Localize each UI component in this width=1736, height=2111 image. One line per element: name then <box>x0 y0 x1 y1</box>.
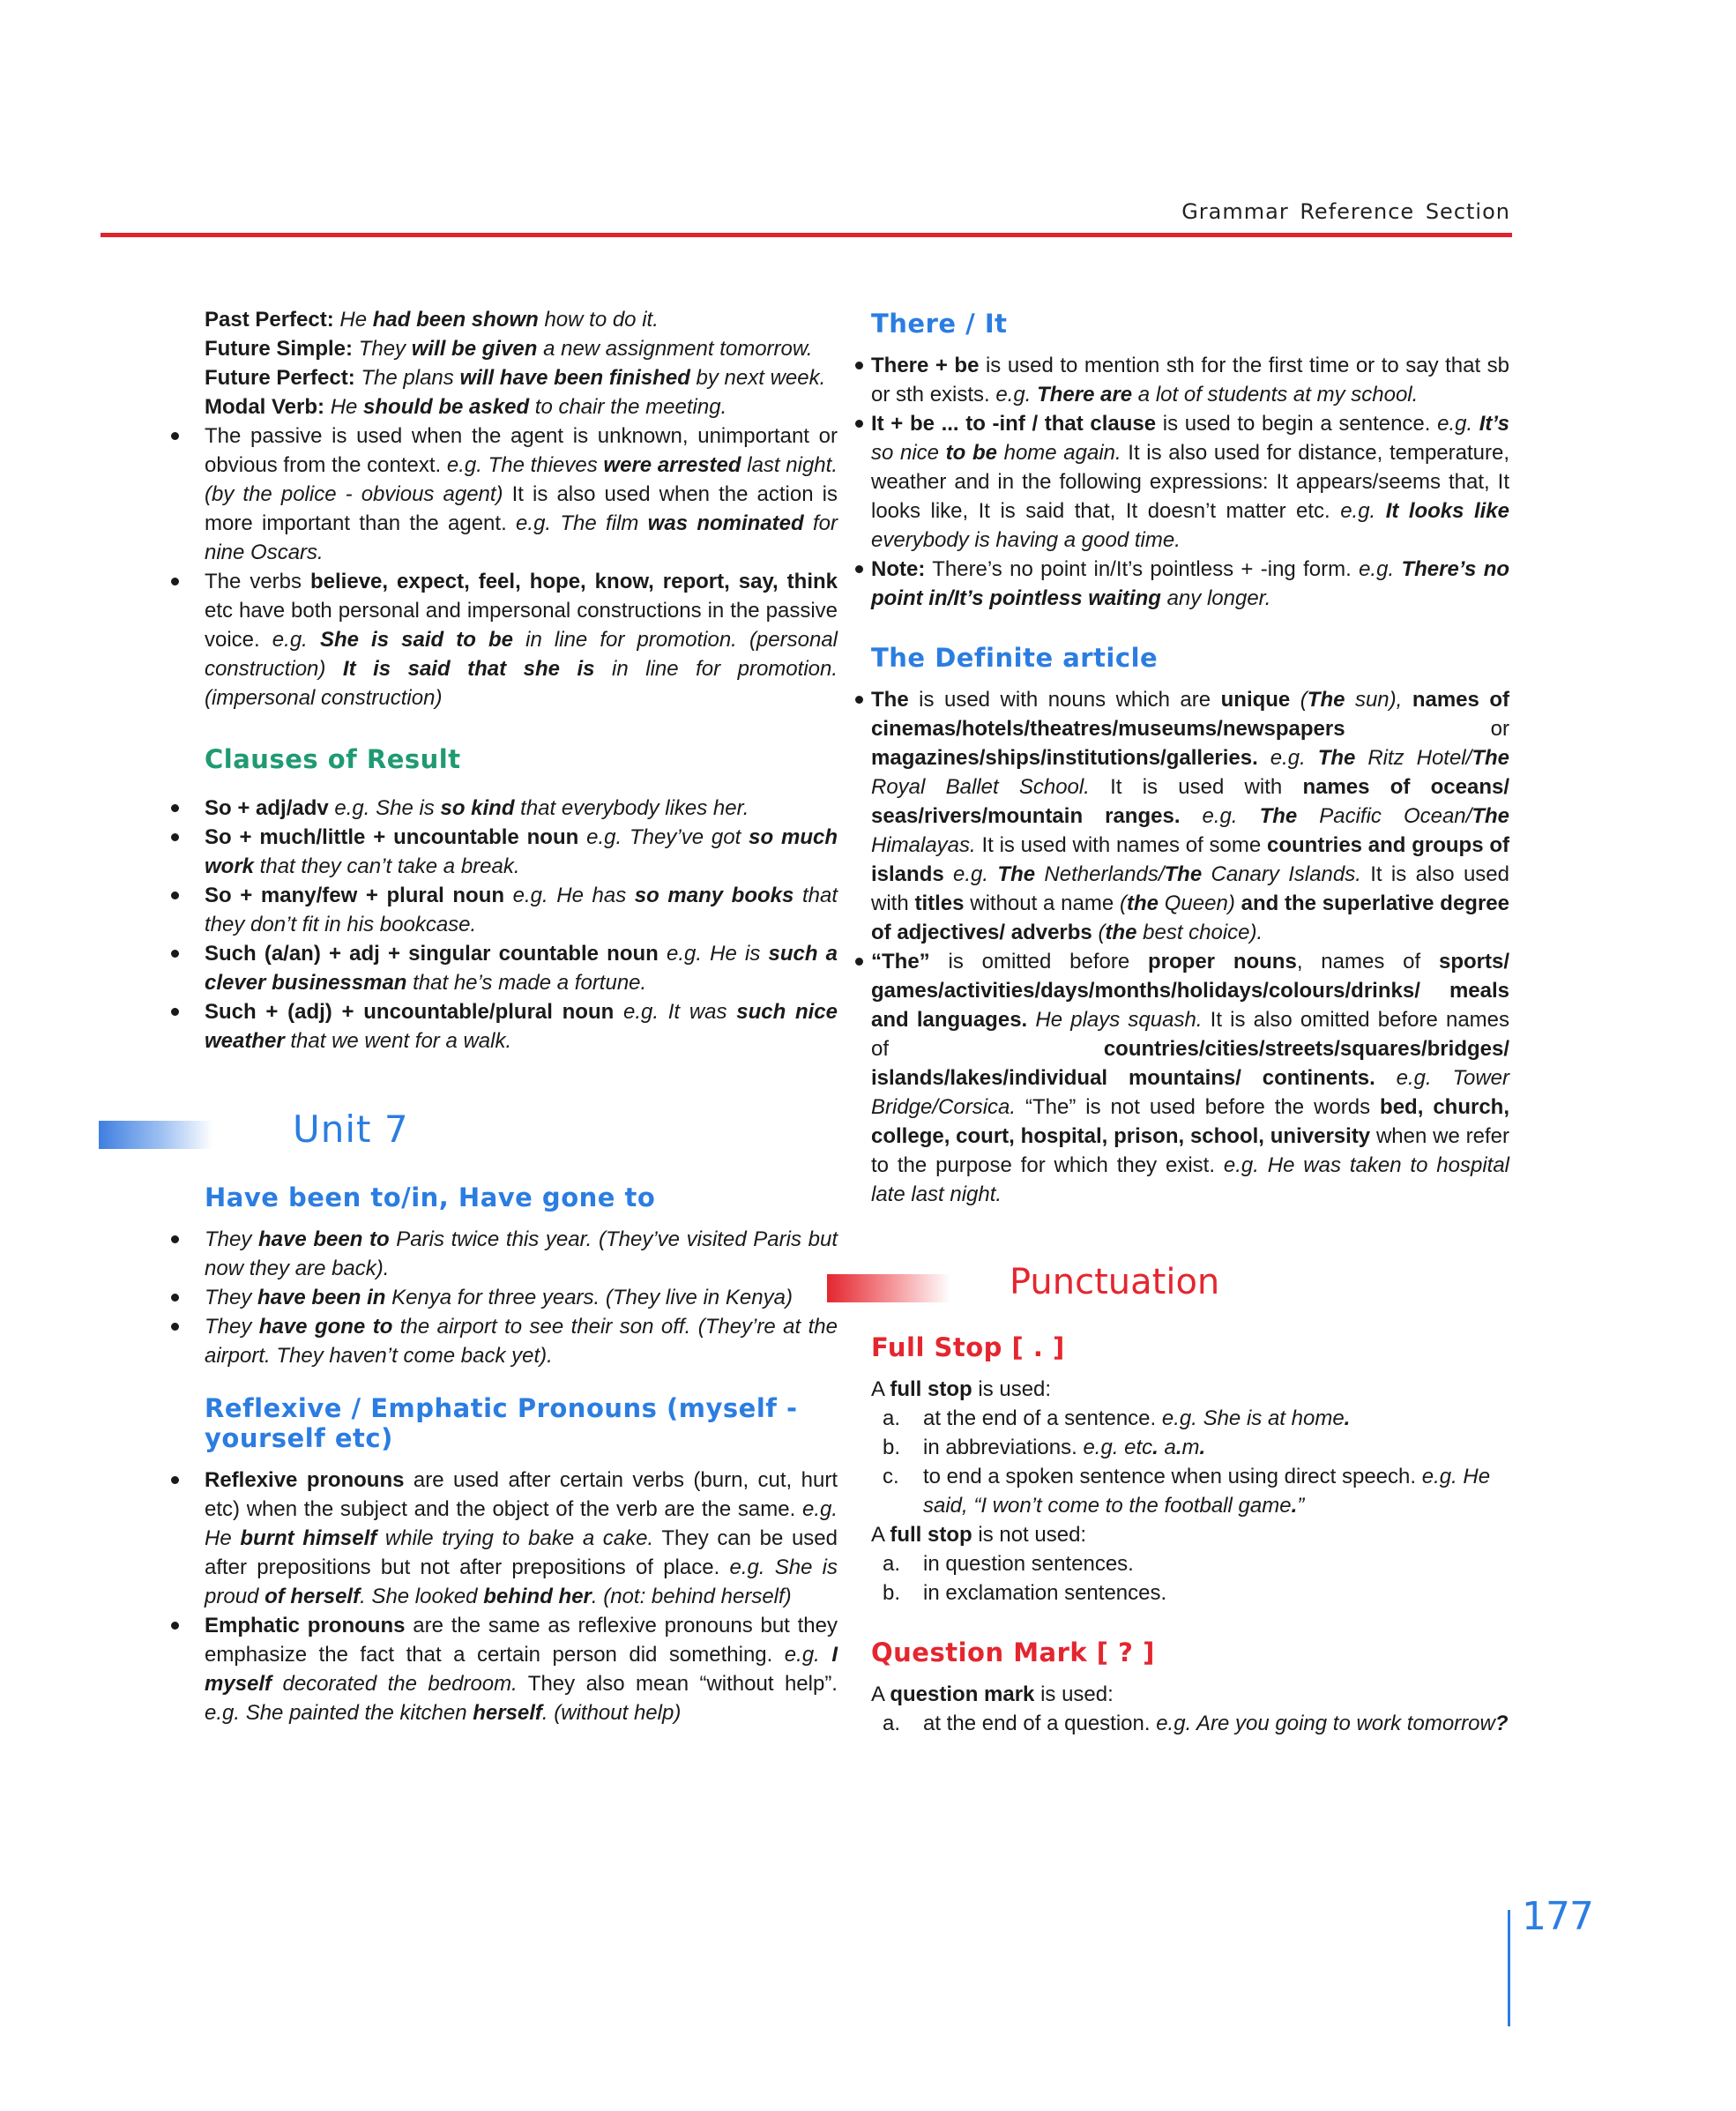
list-label: b. <box>883 1581 901 1605</box>
running-head: Grammar Reference Section <box>1181 199 1510 224</box>
bullet-item: So + adj/adv e.g. She is so kind that everybody likes her. <box>152 794 838 823</box>
bullet-item: They have been to Paris twice this year. (They’ve visited Paris but now they are back). <box>152 1225 838 1283</box>
list-text: in question sentences. <box>923 1552 1134 1576</box>
bullet-item: Emphatic pronouns are the same as reflexive pronouns but they emphasize the fact that a certain person did something. e.g. I myself decorated the bedroom. They also mean “without help”. e.g. She painted the kitchen herself. (without help) <box>152 1611 838 1727</box>
section-heading-reflexive: Reflexive / Emphatic Pronouns (myself - yourself etc) <box>205 1393 798 1453</box>
question-mark-list <box>871 1709 1509 1738</box>
page-number-rule <box>1508 1910 1510 2026</box>
left-column <box>205 305 838 1727</box>
tense-line: Past Perfect: He had been shown how to do it. <box>205 308 659 332</box>
list-label: b. <box>883 1436 901 1459</box>
bullet-item: They have gone to the airport to see their son off. (They’re at the airport. They haven’t come back yet). <box>152 1312 838 1370</box>
section-heading-been-gone: Have been to/in, Have gone to <box>205 1182 656 1212</box>
list-label: a. <box>883 1552 901 1576</box>
bullet-item: Reflexive pronouns are used after certain verbs (burn, cut, hurt etc) when the subject and the object of the verb are the same. e.g. He burnt himself while trying to bake a cake. They can be used after prepositions but not after prepositions of place. e.g. She is proud of herself. She looked behind her. (not: behind herself) <box>152 1466 838 1611</box>
full-stop-not-used-intro: A full stop is not used: <box>871 1523 1087 1547</box>
reflexive-bullets <box>152 1466 838 1727</box>
passive-bullets <box>152 421 838 712</box>
page-number: 177 <box>1522 1894 1593 1939</box>
punctuation-header <box>871 1258 1509 1311</box>
bullet-item: So + many/few + plural noun e.g. He has so many books that they don’t fit in his bookcase. <box>152 881 838 939</box>
unit-title: Unit 7 <box>293 1108 409 1151</box>
bullet-item: It + be ... to -inf / that clause is used to begin a sentence. e.g. It’s so nice to be home again. It is also used for distance, temperature, weather and in the following expressions: It appears/seems that, It looks like, It is said that, It doesn’t matter etc. e.g. It looks like everybody is having a good time. <box>836 409 1509 555</box>
list-item <box>871 1433 1509 1462</box>
bullet-item: Note: There’s no point in/It’s pointless + -ing form. e.g. There’s no point in/It’s pointless waiting any longer. <box>836 555 1509 613</box>
list-text: at the end of a question. e.g. Are you going to work tomorrow? <box>923 1712 1509 1735</box>
list-item <box>871 1578 1509 1607</box>
list-item <box>871 1404 1509 1433</box>
there-bullets <box>836 351 1509 613</box>
clauses-bullets <box>152 794 838 1056</box>
list-item <box>871 1462 1509 1520</box>
list-item <box>871 1549 1509 1578</box>
list-label: a. <box>883 1406 901 1430</box>
right-column <box>871 305 1509 1738</box>
bullet-item: Such + (adj) + uncountable/plural noun e.g. It was such nice weather that we went for a walk. <box>152 997 838 1056</box>
full-stop-used-list <box>871 1404 1509 1520</box>
been-bullets <box>152 1225 838 1370</box>
bullet-item: There + be is used to mention sth for the first time or to say that sb or sth exists. e.g. There are a lot of students at my school. <box>836 351 1509 409</box>
tense-line: Future Perfect: The plans will have been finished by next week. <box>205 366 826 390</box>
section-heading-there-it: There / It <box>871 309 1008 339</box>
tense-line: Modal Verb: He should be asked to chair the meeting. <box>205 395 727 419</box>
tense-examples <box>205 305 838 421</box>
section-heading-full-stop: Full Stop [ . ] <box>871 1332 1065 1362</box>
section-heading-clauses: Clauses of Result <box>205 744 461 774</box>
unit-header <box>205 1105 838 1161</box>
unit-accent-bar <box>99 1121 213 1149</box>
tense-line: Future Simple: They will be given a new assignment tomorrow. <box>205 337 813 361</box>
header-rule <box>101 233 1512 237</box>
bullet-item: The passive is used when the agent is unknown, unimportant or obvious from the context. e.g. The thieves were arrested last night. (by the police - obvious agent) It is also used when the action is more important than the agent. e.g. The film was nominated for nine Oscars. <box>152 421 838 567</box>
bullet-item: Such (a/an) + adj + singular countable noun e.g. He is such a clever businessman that he’s made a fortune. <box>152 939 838 997</box>
bullet-item: They have been in Kenya for three years. (They live in Kenya) <box>152 1283 838 1312</box>
section-heading-question-mark: Question Mark [ ? ] <box>871 1637 1155 1667</box>
bullet-item: The is used with nouns which are unique (The sun), names of cinemas/hotels/theatres/museums/newspapers or magazines/ships/institutions/galleries. e.g. The Ritz Hotel/The Royal Ballet School. It is used with names of oceans/ seas/rivers/mountain ranges. e.g. The Pacific Ocean/The Himalayas. It is used with names of some countries and groups of islands e.g. The Netherlands/The Canary Islands. It is also used with titles without a name (the Queen) and the superlative degree of adjectives/ adverbs (the best choice). <box>836 685 1509 947</box>
bullet-item: “The” is omitted before proper nouns, names of sports/ games/activities/days/months/holidays/colours/drinks/ meals and languages. He plays squash. It is also omitted before names of countries/cities/streets/squares/bridges/ islands/lakes/individual mountains/ continents. e.g. Tower Bridge/Corsica. “The” is not used before the words bed, church, college, court, hospital, prison, school, university when we refer to the purpose for which they exist. e.g. He was taken to hospital late last night. <box>836 947 1509 1209</box>
bullet-item: So + much/little + uncountable noun e.g. They’ve got so much work that they can’t take a break. <box>152 823 838 881</box>
article-bullets <box>836 685 1509 1209</box>
list-label: a. <box>883 1712 901 1735</box>
list-text: in abbreviations. e.g. etc. a.m. <box>923 1436 1206 1459</box>
list-label: c. <box>883 1465 899 1488</box>
list-item <box>871 1709 1509 1738</box>
list-text: in exclamation sentences. <box>923 1581 1167 1605</box>
bullet-item: The verbs believe, expect, feel, hope, know, report, say, think etc have both personal and impersonal constructions in the passive voice. e.g. She is said to be in line for promotion. (personal construction) It is said that she is in line for promotion. (impersonal construction) <box>152 567 838 712</box>
list-text: at the end of a sentence. e.g. She is at home. <box>923 1406 1351 1430</box>
punctuation-accent-bar <box>827 1274 950 1302</box>
punctuation-title: Punctuation <box>1010 1262 1220 1302</box>
question-mark-intro: A question mark is used: <box>871 1682 1114 1706</box>
section-heading-definite-article: The Definite article <box>871 643 1159 673</box>
full-stop-used-intro: A full stop is used: <box>871 1377 1052 1401</box>
list-text: to end a spoken sentence when using direct speech. e.g. He said, “I won’t come to the football game.” <box>923 1465 1491 1518</box>
full-stop-not-used-list <box>871 1549 1509 1607</box>
